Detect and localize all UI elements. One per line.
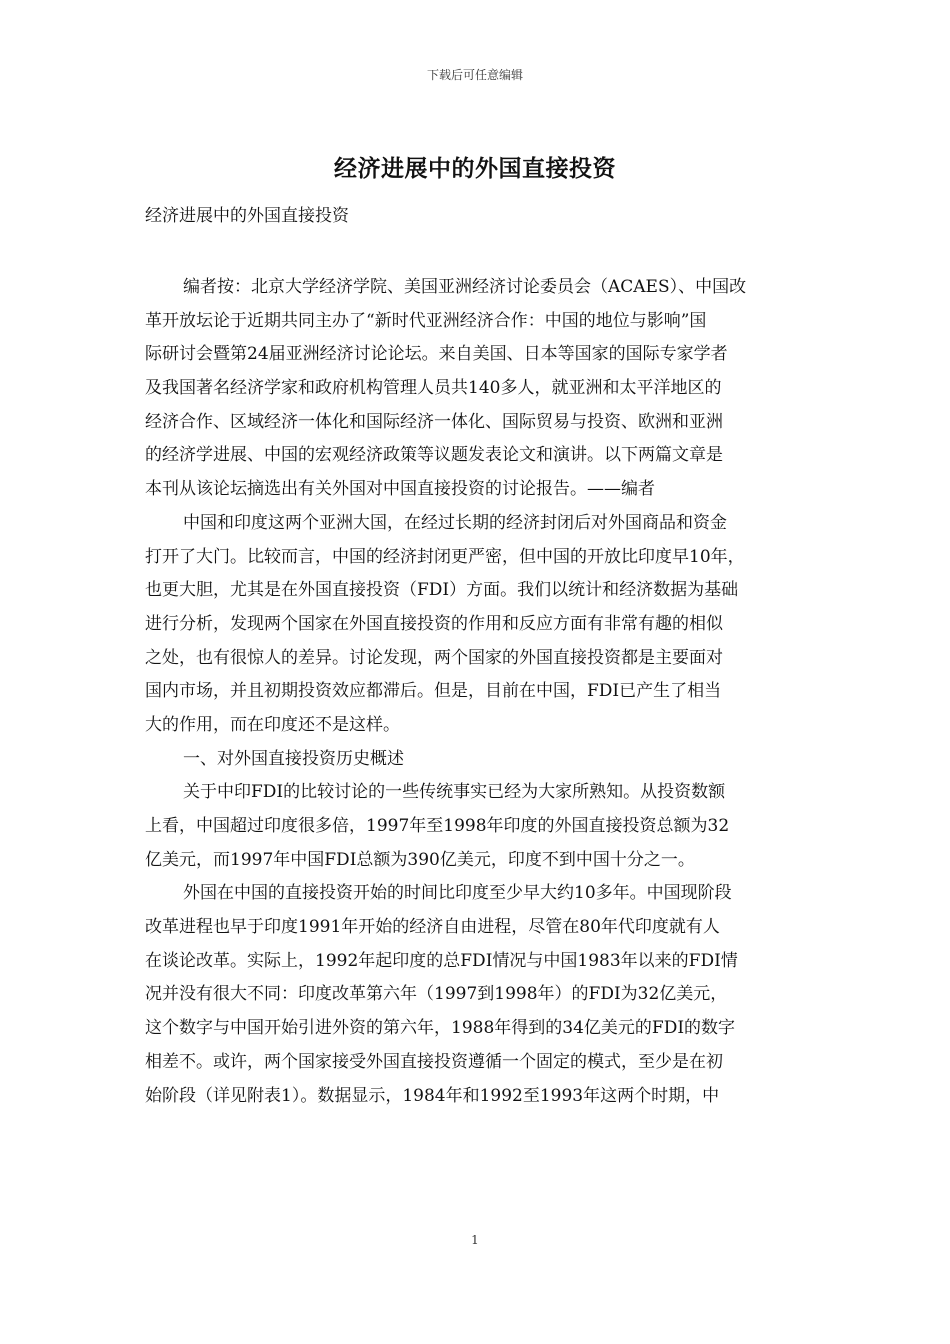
text-line: 这个数字与中国开始引进外资的第六年，1988年得到的34亿美元的FDI的数字	[145, 1018, 736, 1039]
text-line: 的经济学进展、中国的宏观经济政策等议题发表论文和演讲。以下两篇文章是	[145, 445, 723, 466]
page-number: 1	[471, 1233, 479, 1247]
text-line: 相差不。或许，两个国家接受外国直接投资遵循一个固定的模式，至少是在初	[145, 1051, 723, 1072]
text-line: 之处，也有很惊人的差异。讨论发现，两个国家的外国直接投资都是主要面对	[145, 647, 723, 668]
text-line: 上看，中国超过印度很多倍，1997年至1998年印度的外国直接投资总额为32	[145, 816, 730, 836]
text-line: 况并没有很大不同：印度改革第六年（1997到1998年）的FDI为32亿美元，	[145, 984, 728, 1005]
document-title: 经济进展中的外国直接投资	[334, 155, 616, 182]
document-subtitle: 经济进展中的外国直接投资	[145, 206, 349, 226]
text-line: 及我国著名经济学家和政府机构管理人员共140多人，就亚洲和太平洋地区的	[145, 378, 722, 399]
text-line: 也更大胆，尤其是在外国直接投资（FDI）方面。我们以统计和经济数据为基础	[145, 580, 739, 601]
text-line: 革开放坛论于近期共同主办了“新时代亚洲经济合作：中国的地位与影响”国	[145, 310, 707, 331]
text-line: 在谈论改革。实际上，1992年起印度的总FDI情况与中国1983年以来的FDI情	[145, 950, 738, 971]
text-line: 改革进程也早于印度1991年开始的经济自由进程，尽管在80年代印度就有人	[145, 917, 720, 938]
text-line: 始阶段（详见附表1）。数据显示，1984年和1992至1993年这两个时期，中	[145, 1085, 720, 1106]
text-line: 编者按：北京大学经济学院、美国亚洲经济讨论委员会（ACAES）、中国改	[183, 277, 747, 297]
text-line: 进行分析，发现两个国家在外国直接投资的作用和反应方面有非常有趣的相似	[145, 613, 723, 634]
text-line: 打开了大门。比较而言，中国的经济封闭更严密，但中国的开放比印度早10年，	[145, 546, 745, 567]
text-line: 际研讨会暨第24届亚洲经济讨论论坛。来自美国、日本等国家的国际专家学者	[145, 344, 728, 365]
text-line: 本刊从该论坛摘选出有关外国对中国直接投资的讨论报告。——编者	[145, 479, 655, 500]
text-line: 中国和印度这两个亚洲大国，在经过长期的经济封闭后对外国商品和资金	[183, 512, 727, 533]
text-line: 国内市场，并且初期投资效应都滞后。但是，目前在中国，FDI已产生了相当	[145, 681, 722, 702]
header-note: 下载后可任意编辑	[426, 68, 523, 82]
text-line: 外国在中国的直接投资开始的时间比印度至少早大约10多年。中国现阶段	[183, 883, 732, 904]
text-line: 经济合作、区域经济一体化和国际经济一体化、国际贸易与投资、欧洲和亚洲	[145, 411, 723, 432]
text-line: 大的作用，而在印度还不是这样。	[145, 714, 400, 735]
body-text	[145, 271, 807, 1113]
text-line: 亿美元，而1997年中国FDI总额为390亿美元，印度不到中国十分之一。	[145, 849, 695, 870]
text-line: 关于中印FDI的比较讨论的一些传统事实已经为大家所熟知。从投资数额	[183, 782, 726, 803]
section-heading: 一、对外国直接投资历史概述	[183, 748, 404, 769]
